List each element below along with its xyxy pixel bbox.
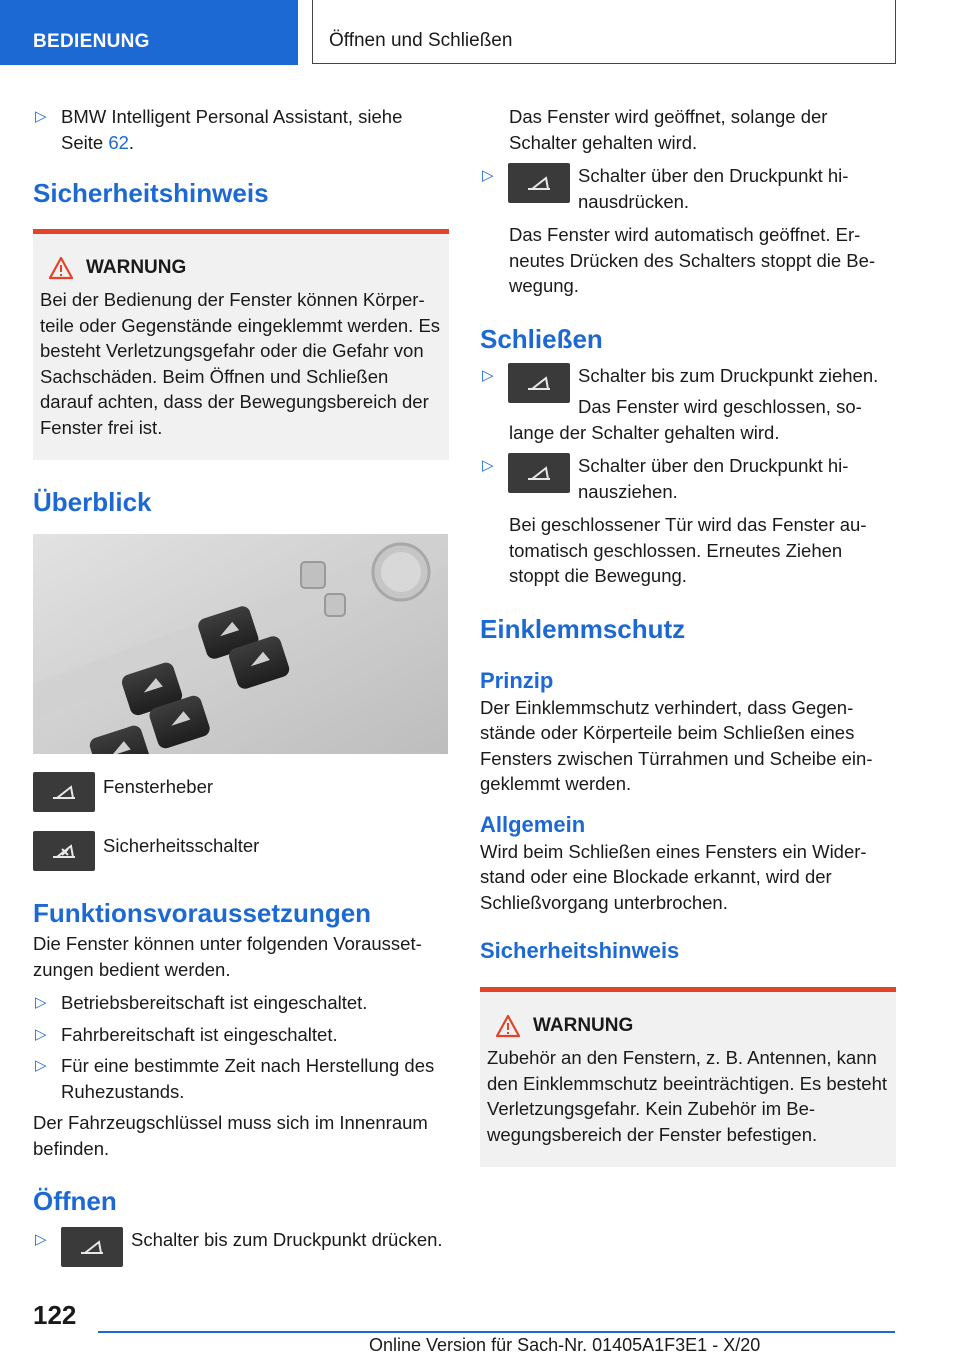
heading-schliessen: Schließen	[480, 323, 603, 354]
legend-row-fensterheber	[33, 772, 449, 812]
list-item	[480, 453, 896, 504]
bullet-triangle-icon: ▷	[482, 167, 494, 184]
left-column	[33, 104, 449, 1267]
footer-text: Online Version für Sach-Nr. 01405A1F3E1 - X/20	[369, 1335, 761, 1355]
list-item	[33, 1022, 449, 1048]
warning-box	[480, 987, 896, 1167]
bullet-triangle-icon: ▷	[35, 108, 47, 125]
warning-title-text: WARNUNG	[86, 257, 187, 278]
warning-text: Bei der Bedienung der Fenster können Körperteile oder Gegenstände eingeklemmt werden. Es besteht Verletzungsgefahr oder die Gefahr von Sachschäden. Beim Öffnen und Schließen darauf achten, dass der Bewegungsbereich der Fenster frei ist.	[40, 289, 441, 438]
window-switch-icon	[508, 363, 570, 403]
warning-title-text: WARNUNG	[533, 1015, 634, 1036]
legend-row-sicherheitsschalter	[33, 831, 449, 871]
list-item-text: BMW Intelligent Personal Assistant, siehe Seite	[61, 106, 403, 153]
list-item	[33, 104, 449, 155]
paragraph: Das Fenster wird geöffnet, solange der Schalter gehalten wird.	[509, 106, 828, 153]
punctuation: .	[128, 131, 135, 153]
bullet-triangle-icon: ▷	[482, 457, 494, 474]
paragraph: Der Fahrzeugschlüssel muss sich im Innenraum befinden.	[33, 1112, 428, 1159]
heading-ueberblick: Überblick	[33, 487, 152, 517]
heading-sicherheitshinweis-2: Sicherheitshinweis	[480, 938, 680, 963]
page-link[interactable]: 62	[108, 131, 129, 153]
list-item	[33, 990, 449, 1016]
window-switch-icon	[508, 453, 570, 493]
heading-einklemmschutz: Einklemmschutz	[480, 613, 686, 644]
bullet-triangle-icon: ▷	[35, 1057, 47, 1074]
page-number: 122	[33, 1300, 77, 1330]
paragraph: Die Fenster können unter folgenden Voraussetzungen bedient werden.	[33, 933, 422, 980]
paragraph: Wird beim Schließen eines Fensters ein Widerstand oder eine Blockade erkannt, wird der Schließvorgang unterbrochen.	[480, 840, 867, 913]
warning-title	[40, 256, 442, 280]
page-header	[312, 0, 896, 64]
legend-label: Sicherheitsschalter	[103, 835, 260, 856]
window-switch-icon	[61, 1227, 123, 1267]
list-item	[480, 363, 896, 420]
warning-title	[487, 1014, 889, 1038]
paragraph: lange der Schalter gehalten wird.	[509, 421, 780, 443]
section-tab	[0, 0, 298, 65]
footer-divider	[98, 1331, 895, 1333]
bullet-triangle-icon: ▷	[35, 1025, 47, 1043]
heading-sicherheitshinweis: Sicherheitshinweis	[33, 178, 269, 208]
list-item-text: Betriebsbereitschaft ist eingeschaltet.	[61, 992, 368, 1013]
list-item-text: Schalter über den Druckpunkt hinausdrücken.	[578, 165, 849, 212]
heading-funktionsvoraussetzungen: Funktionsvoraussetzungen	[33, 898, 372, 928]
warning-triangle-icon	[495, 1014, 521, 1038]
bullet-triangle-icon: ▷	[35, 1231, 47, 1248]
list-item-text: Schalter bis zum Druckpunkt ziehen.	[578, 364, 879, 386]
list-item-text: Schalter über den Druckpunkt hinausziehen.	[578, 455, 849, 502]
legend-label: Fensterheber	[103, 776, 214, 797]
right-column	[480, 104, 896, 1167]
heading-oeffnen: Öffnen	[33, 1186, 117, 1216]
window-switch-photo	[33, 534, 448, 754]
warning-box	[33, 229, 449, 460]
window-switch-icon	[508, 163, 570, 203]
warning-text: Zubehör an den Fenstern, z. B. Antennen, kann den Einklemmschutz beeinträchtigen. Es besteht Verletzungsgefahr. Kein Zubehör im Bewegungsbereich der Fenster befestigen.	[487, 1047, 888, 1145]
safety-switch-icon	[33, 831, 95, 871]
bullet-triangle-icon: ▷	[482, 366, 494, 384]
window-switch-icon	[33, 772, 95, 812]
heading-allgemein: Allgemein	[480, 811, 586, 837]
list-item	[480, 163, 896, 214]
list-item-text: Das Fenster wird geschlossen, so-	[578, 396, 862, 417]
paragraph: Bei geschlossener Tür wird das Fenster automatisch geschlossen. Erneutes Ziehen stoppt die Bewegung.	[509, 514, 867, 586]
list-item	[33, 1053, 449, 1104]
paragraph: Der Einklemmschutz verhindert, dass Gegenstände oder Körperteile beim Schließen eines Fensters zwischen Türrahmen und Scheibe eingeklemmt werden.	[480, 696, 873, 794]
section-label: BEDIENUNG	[33, 31, 150, 52]
page-title: Öffnen und Schließen	[329, 30, 513, 51]
list-item-text: Schalter bis zum Druckpunkt drücken.	[131, 1229, 443, 1250]
switch-panel-illustration	[33, 534, 448, 754]
warning-triangle-icon	[48, 256, 74, 280]
list-item-text: Für eine bestimmte Zeit nach Herstellung des Ruhezustands.	[61, 1055, 435, 1102]
heading-prinzip: Prinzip	[480, 667, 554, 693]
bullet-triangle-icon: ▷	[35, 994, 47, 1011]
list-item-text: Fahrbereitschaft ist eingeschaltet.	[61, 1023, 338, 1045]
list-item	[33, 1227, 449, 1267]
paragraph: Das Fenster wird automatisch geöffnet. Erneutes Drücken des Schalters stoppt die Bewegung.	[509, 224, 876, 296]
